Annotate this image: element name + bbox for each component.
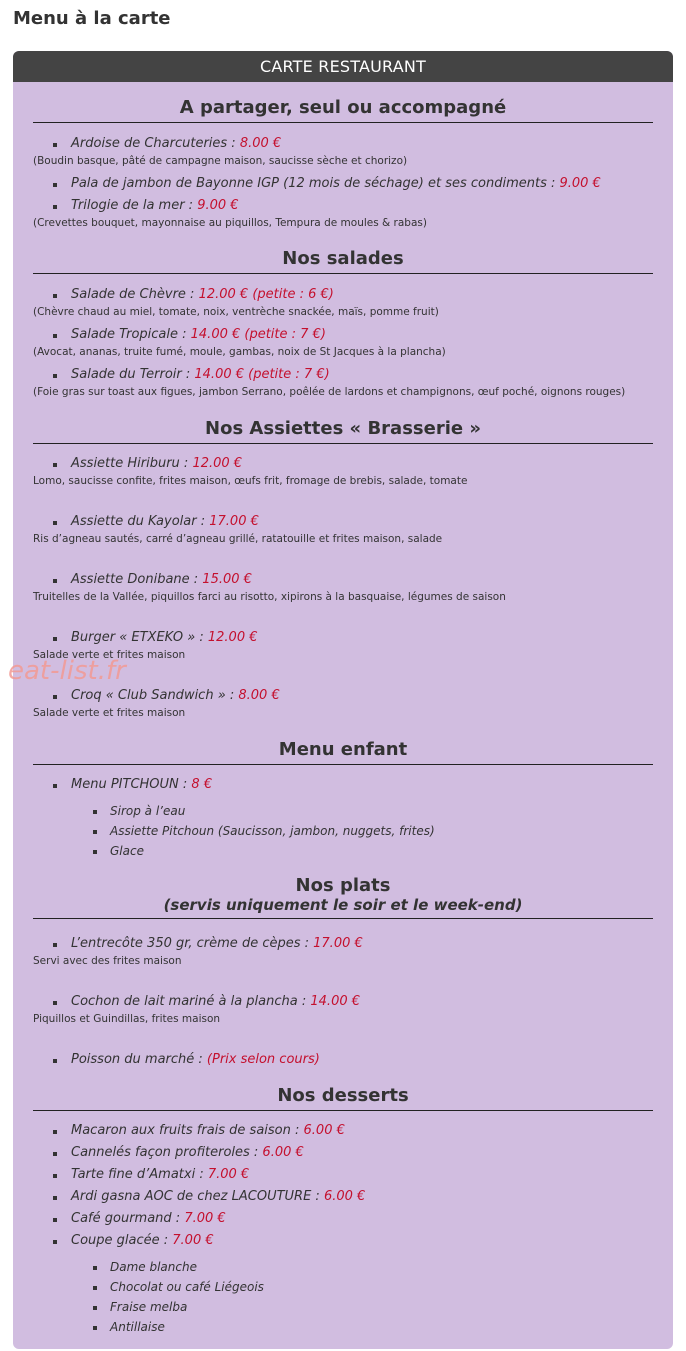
item-price: 15.00 € [202, 572, 252, 587]
sub-item: Glace [33, 844, 673, 858]
section-assiettes [33, 418, 653, 444]
item-name: Burger « ETXEKO » : [71, 630, 208, 645]
item-name: Ardoise de Charcuteries : [71, 136, 240, 151]
item-description: (Avocat, ananas, truite fumé, moule, gambas, noix de St Jacques à la plancha) [33, 346, 446, 358]
item-name: Assiette Hiriburu : [71, 456, 193, 471]
menu-item [33, 688, 653, 719]
item-name: Assiette Donibane : [71, 572, 203, 587]
item-price: 6.00 € [303, 1123, 345, 1138]
item-name: Assiette du Kayolar : [71, 514, 210, 529]
item-name: Macaron aux fruits frais de saison : [71, 1123, 304, 1138]
item-price: 9.00 € [197, 198, 239, 213]
item-description: Piquillos et Guindillas, frites maison [33, 1013, 221, 1025]
item-description: Ris d’agneau sautés, carré d’agneau grillé, ratatouille et frites maison, salade [33, 533, 443, 545]
item-price: 17.00 € [313, 936, 363, 951]
section-salades [33, 248, 653, 274]
section-desserts [33, 1085, 653, 1111]
section-title: A partager, seul ou accompagné [33, 97, 653, 123]
item-name: Café gourmand : [71, 1211, 185, 1226]
item-description: Truitelles de la Vallée, piquillos farci au risotto, xipirons à la basquaise, légumes de saison [33, 591, 506, 603]
menu-item [33, 1233, 653, 1248]
item-name: Salade du Terroir : [71, 367, 195, 382]
item-name: Ardi gasna AOC de chez LACOUTURE : [71, 1189, 324, 1204]
item-name: L’entrecôte 350 gr, crème de cèpes : [71, 936, 314, 951]
item-price: 8.00 € [239, 136, 282, 151]
item-price: 9.00 € [559, 176, 601, 191]
sub-item: Antillaise [33, 1320, 673, 1334]
item-name: Salade Tropicale : [71, 327, 191, 342]
item-description: Servi avec des frites maison [33, 955, 182, 967]
section-subtitle: (servis uniquement le soir et le week-end) [33, 896, 653, 919]
item-name: Cochon de lait mariné à la plancha : [71, 994, 311, 1009]
item-price: (Prix selon cours) [206, 1052, 320, 1067]
item-price: 14.00 € (petite : 7 €) [190, 327, 326, 342]
item-description: Lomo, saucisse confite, frites maison, œufs frit, fromage de brebis, salade, tomate [33, 475, 468, 487]
item-description: (Crevettes bouquet, mayonnaise au piquillos, Tempura de moules & rabas) [33, 217, 427, 229]
menu-item [33, 1189, 653, 1204]
item-price: 12.00 € [192, 456, 243, 471]
item-price: 14.00 € (petite : 7 €) [194, 367, 330, 382]
menu-item [33, 176, 653, 191]
item-name: Cannelés façon profiteroles : [71, 1145, 263, 1160]
menu-card [13, 51, 673, 1349]
item-price: 6.00 € [262, 1145, 304, 1160]
menu-item [33, 287, 653, 318]
menu-item [33, 327, 653, 358]
section-title: Nos plats [295, 875, 391, 896]
section-title: Menu enfant [33, 739, 653, 765]
item-description: (Chèvre chaud au miel, tomate, noix, ventrèche snackée, maïs, pomme fruit) [33, 306, 439, 318]
menu-item [33, 1167, 653, 1182]
section-title: Nos Assiettes « Brasserie » [33, 418, 653, 444]
item-name: Salade de Chèvre : [71, 287, 199, 302]
menu-item [33, 1211, 653, 1226]
sub-item: Fraise melba [33, 1300, 673, 1314]
sub-item: Assiette Pitchoun (Saucisson, jambon, nuggets, frites) [33, 824, 673, 838]
menu-item [33, 936, 653, 967]
watermark: eat-list.fr [8, 656, 126, 686]
item-description: Salade verte et frites maison [33, 649, 186, 661]
section-title: Nos desserts [33, 1085, 653, 1111]
item-price: 8.00 € [238, 688, 280, 703]
page-title: Menu à la carte [13, 8, 171, 29]
menu-item [33, 514, 653, 545]
item-name: Menu PITCHOUN : [71, 777, 192, 792]
menu-item [33, 1123, 653, 1138]
section-plats [33, 875, 653, 919]
item-name: Pala de jambon de Bayonne IGP (12 mois de séchage) et ses condiments : [71, 176, 560, 191]
item-price: 7.00 € [207, 1167, 250, 1182]
menu-item [33, 994, 653, 1025]
menu-item [33, 630, 653, 661]
item-name: Trilogie de la mer : [71, 198, 198, 213]
item-price: 7.00 € [172, 1233, 214, 1248]
item-price: 8 € [191, 777, 213, 792]
menu-item [33, 198, 653, 229]
item-price: 12.00 € [207, 630, 258, 645]
menu-item [33, 572, 653, 603]
menu-item [33, 367, 653, 398]
sub-item: Dame blanche [33, 1260, 673, 1274]
item-name: Croq « Club Sandwich » : [71, 688, 239, 703]
item-description: Salade verte et frites maison [33, 707, 186, 719]
menu-item [33, 456, 653, 487]
item-name: Poisson du marché : [71, 1052, 207, 1067]
menu-item [33, 136, 653, 167]
card-header: CARTE RESTAURANT [13, 51, 673, 82]
sub-item: Sirop à l’eau [33, 804, 673, 818]
sub-item: Chocolat ou café Liégeois [33, 1280, 673, 1294]
item-price: 7.00 € [184, 1211, 226, 1226]
item-description: (Boudin basque, pâté de campagne maison, saucisse sèche et chorizo) [33, 155, 408, 167]
item-price: 14.00 € [310, 994, 361, 1009]
item-name: Coupe glacée : [71, 1233, 173, 1248]
section-title: Nos salades [33, 248, 653, 274]
item-description: (Foie gras sur toast aux figues, jambon Serrano, poêlée de lardons et champignons, œuf poché, oignons rouges) [33, 386, 626, 398]
item-price: 17.00 € [209, 514, 259, 529]
section-enfant [33, 739, 653, 765]
item-name: Tarte fine d’Amatxi : [71, 1167, 208, 1182]
menu-item [33, 1145, 653, 1160]
menu-item [33, 777, 653, 792]
section-partager [33, 97, 653, 123]
item-price: 6.00 € [323, 1189, 366, 1204]
item-price: 12.00 € (petite : 6 €) [198, 287, 334, 302]
menu-item [33, 1052, 653, 1067]
